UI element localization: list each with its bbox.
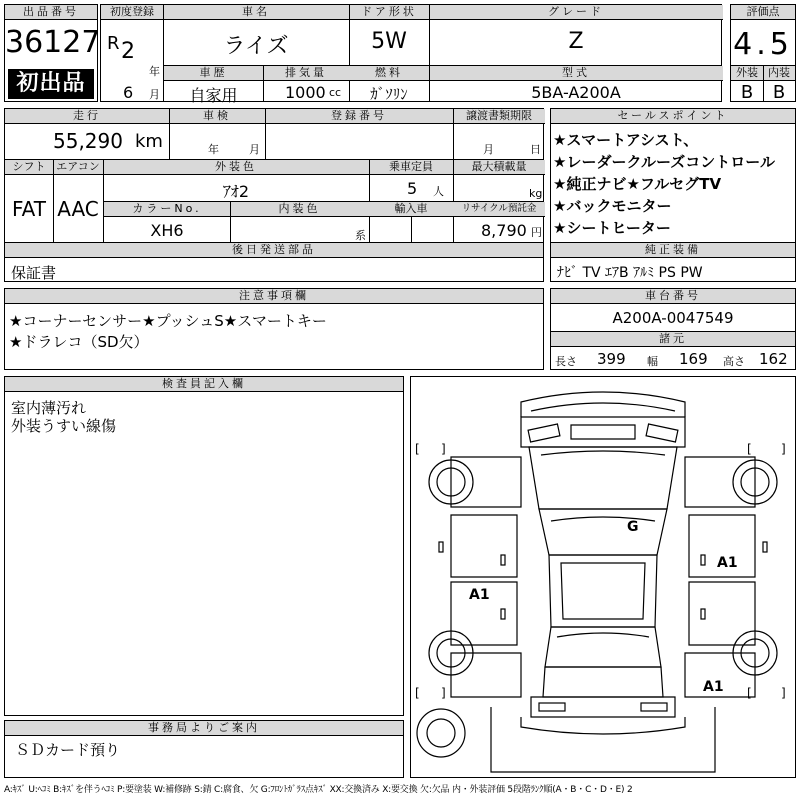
- shift-value: FAT: [11, 197, 46, 221]
- plate-header: 登録番号: [265, 109, 453, 124]
- ext-score: B: [740, 82, 754, 103]
- bracket-mark: ]: [781, 442, 786, 456]
- score-section: [730, 4, 796, 102]
- color-no-value: XH6: [150, 221, 184, 240]
- sales-point-item: ★純正ナビ★フルセグTV: [553, 175, 722, 193]
- recycle-unit: 円: [531, 226, 542, 239]
- exterior-color-header: 外装色: [103, 160, 369, 175]
- car-diagram: [410, 376, 796, 778]
- model-header: 型式: [429, 66, 723, 81]
- sales-points-header: セールスポイント: [551, 109, 795, 124]
- sales-point-item: ★レーダークルーズコントロール: [553, 153, 775, 171]
- sales-block: [550, 108, 796, 282]
- height-value: 162: [759, 350, 788, 368]
- notes-header: 注意事項欄: [5, 289, 543, 304]
- mileage-header: 走行: [5, 109, 169, 124]
- recycle-header: リサイクル預託金: [453, 202, 545, 217]
- later-parts-header: 後日発送部品: [5, 243, 543, 258]
- chassis-block: [550, 288, 796, 370]
- fuel-value: ｶﾞｿﾘﾝ: [370, 85, 408, 103]
- grade-value: Z: [568, 29, 584, 54]
- sales-point-item: ★シートヒーター: [553, 219, 671, 237]
- reg-header: 初度登録: [101, 5, 163, 20]
- height-label: 高さ: [723, 355, 745, 368]
- recycle-value: 8,790: [481, 221, 527, 240]
- displacement-value: 1000: [285, 83, 326, 102]
- spec-block: [100, 4, 722, 105]
- damage-mark: A1: [703, 679, 724, 695]
- office-block: [4, 720, 404, 778]
- reg-era: R: [107, 33, 120, 54]
- score-header: 評価点: [731, 5, 795, 20]
- lot-section: [4, 4, 101, 102]
- bracket-mark: ]: [441, 686, 446, 700]
- grade-header: グレード: [429, 5, 723, 20]
- door-type: 5W: [371, 29, 407, 54]
- fuel-header: 燃料: [349, 66, 429, 81]
- ext-score-label: 外装: [731, 66, 763, 81]
- damage-mark: A1: [717, 555, 738, 571]
- office-value: ＳＤカード預り: [15, 741, 121, 759]
- details-block: [4, 108, 544, 282]
- int-score-label: 内装: [763, 66, 795, 81]
- specs-header: 諸元: [551, 332, 795, 347]
- reg-year: 2: [121, 39, 135, 64]
- max-load-unit: kg: [529, 187, 543, 200]
- inspection-month-unit: 月: [249, 143, 260, 156]
- interior-color-suffix: 系: [355, 229, 366, 242]
- inspector-block: [4, 376, 404, 716]
- bracket-mark: ]: [781, 686, 786, 700]
- mileage-value: 55,290: [53, 129, 123, 153]
- notes-block: [4, 288, 544, 370]
- damage-mark: A1: [469, 587, 490, 603]
- damage-legend: A:ｷｽﾞ U:ﾍｺﾐ B:ｷｽﾞを伴うﾍｺﾐ P:要塗装 W:補修跡 S:錆 C:腐食、欠 G:ﾌﾛﾝﾄｶﾞﾗｽ点ｷｽﾞ XX:交換済み X:要交換 欠:欠品 内・外装評価 5段階ﾗﾝｸ順(A・B・C・D・E) 2: [4, 785, 633, 795]
- chassis-header: 車台番号: [551, 289, 795, 304]
- sales-point-item: ★スマートアシスト、: [553, 131, 699, 149]
- inspection-header: 車検: [169, 109, 265, 124]
- width-label: 幅: [647, 355, 658, 368]
- bracket-mark: [: [747, 686, 752, 700]
- capacity-header: 乗車定員: [369, 160, 453, 175]
- shift-header: シフト: [5, 160, 53, 175]
- inspector-header: 検査員記入欄: [5, 377, 403, 392]
- bracket-mark: [: [415, 442, 420, 456]
- transfer-header: 譲渡書類期限: [453, 109, 545, 124]
- transfer-day-unit: 日: [530, 143, 541, 156]
- import-header: 輸入車: [369, 202, 453, 217]
- inspector-line: 室内薄汚れ: [11, 399, 87, 417]
- inspection-year-unit: 年: [208, 143, 219, 156]
- sales-point-item: ★バックモニター: [553, 197, 672, 215]
- int-score: B: [772, 82, 786, 103]
- aircon-header: エアコン: [53, 160, 103, 175]
- mileage-unit: km: [135, 131, 163, 152]
- office-header: 事務局よりご案内: [5, 721, 403, 736]
- equipment-header: 純正装備: [551, 243, 795, 258]
- first-listing-badge: 初出品: [8, 69, 94, 99]
- aircon-value: AAC: [57, 197, 99, 221]
- history-value: 自家用: [189, 86, 238, 105]
- displacement-header: 排気量: [263, 66, 349, 81]
- inspector-line: 外装うすい線傷: [11, 417, 117, 435]
- transfer-month-unit: 月: [483, 143, 494, 156]
- reg-year-unit: 年: [149, 65, 160, 78]
- chassis-number: A200A-0047549: [612, 309, 734, 327]
- bracket-mark: [: [747, 442, 752, 456]
- later-parts-value: 保証書: [11, 264, 57, 282]
- door-header: ドア形状: [349, 5, 429, 20]
- exterior-color-value: ｱｵ2: [222, 182, 250, 201]
- damage-mark: G: [627, 519, 639, 535]
- interior-color-header: 内装色: [230, 202, 369, 217]
- width-value: 169: [679, 350, 708, 368]
- score-value: 4.5: [733, 27, 793, 62]
- length-label: 長さ: [555, 355, 577, 368]
- bracket-mark: ]: [441, 442, 446, 456]
- lot-number: 36127: [5, 25, 101, 60]
- color-no-header: カラーNo.: [104, 202, 230, 217]
- reg-month-unit: 月: [149, 88, 160, 101]
- car-name-header: 車名: [163, 5, 349, 20]
- length-value: 399: [597, 350, 626, 368]
- history-header: 車歴: [164, 66, 263, 81]
- lot-header: 出品番号: [5, 5, 97, 20]
- capacity-value: 5: [407, 179, 418, 198]
- car-diagram-svg: [411, 377, 795, 777]
- model-value: 5BA-A200A: [531, 83, 621, 102]
- notes-line: ★コーナーセンサー★プッシュS★スマートキー: [9, 312, 327, 330]
- notes-line: ★ドラレコ（SD欠）: [9, 333, 149, 351]
- capacity-unit: 人: [433, 185, 444, 198]
- bracket-mark: [: [415, 686, 420, 700]
- reg-month: 6: [123, 83, 134, 102]
- displacement-unit: cc: [329, 86, 342, 99]
- max-load-header: 最大積載量: [453, 160, 545, 175]
- car-name: ライズ: [223, 34, 289, 59]
- equipment-value: ﾅﾋﾞ TV ｴｱB ｱﾙﾐ PS PW: [557, 265, 703, 281]
